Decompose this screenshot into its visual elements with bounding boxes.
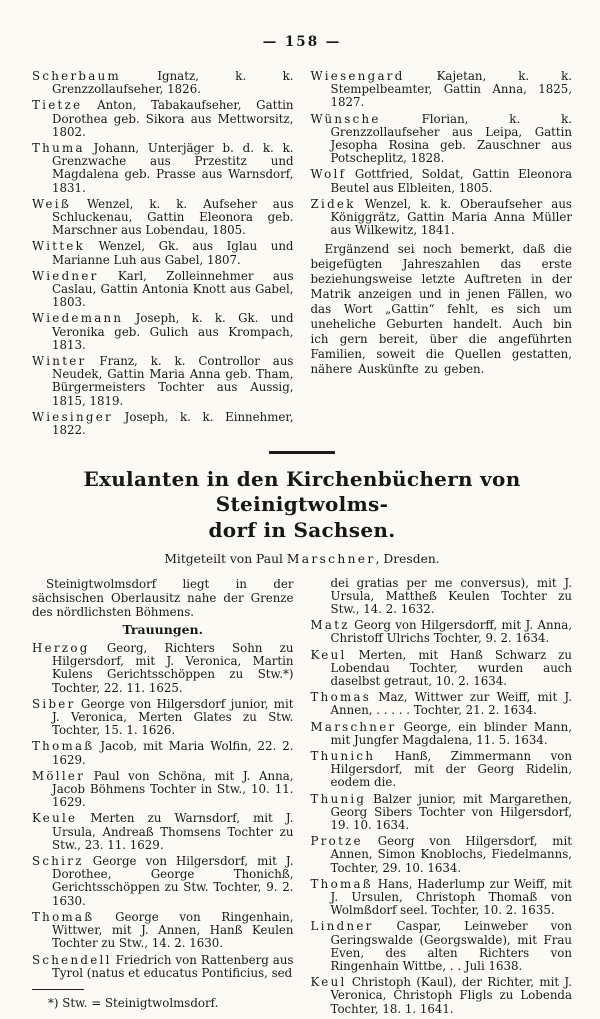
article-separator-rule	[269, 451, 335, 454]
marriage-entry	[311, 691, 573, 717]
spaced-surname: Wolf	[310, 167, 347, 182]
marriage-entry	[32, 642, 294, 695]
spaced-surname: Keul	[310, 975, 347, 990]
marriage-entry	[32, 698, 294, 738]
spaced-surname: Thunich	[310, 749, 376, 763]
spaced-surname: Thunig	[310, 791, 367, 806]
spaced-surname: Thomaß	[32, 909, 95, 924]
article-intro: Steinigtwolmsdorf liegt in der sächsischen Oberlausitz nahe der Grenze des nördlichsten Böhmens.	[32, 576, 294, 619]
marriage-entry	[32, 770, 294, 810]
marriage-entry	[311, 920, 573, 973]
entry-text: Wenzel, k. k. Aufseher aus Schluckenau, Gattin Eleonora geb. Marschner aus Lobendau, 1805.	[52, 196, 294, 238]
marriage-entry	[32, 911, 294, 951]
entry-text: Johann, Unterjäger b. d. k. k. Grenzwache aus Przestitz und Magdalena geb. Prasse aus Warnsdorf, 1831.	[52, 141, 294, 195]
marriage-entry	[311, 113, 573, 166]
entry-text: Merten zu Warnsdorf, mit J. Ursula, Andreaß Thomsens Tochter zu Stw., 23. 11. 1629.	[52, 811, 294, 852]
spaced-surname: Tietze	[32, 98, 83, 113]
spaced-surname: Wiesinger	[32, 409, 113, 424]
entry-text: George von Hilgersdorf, mit J. Dorothee, George Thonichß, Gerichtsschöppen zu Stw. Tochter, 9. 2. 1630.	[52, 854, 294, 908]
entry-text: Merten, mit Hanß Schwarz zu Lobendau Tochter, wurden auch daselbst getraut, 10. 2. 1634.	[330, 647, 572, 688]
marriage-entry	[311, 793, 573, 833]
spaced-surname: Thomaß	[310, 876, 373, 891]
spaced-surname: Thomas	[310, 690, 372, 705]
top-right-entries	[311, 70, 573, 237]
article-right-column	[311, 577, 573, 1019]
closing-paragraph: Ergänzend sei noch bemerkt, daß die beigefügten Jahreszahlen das erste beziehungsweise letzte Auftreten in der Matrik anzeigen und in jenen Fällen, wo das Wort „Gattin“ fehlt, es sich um uneheliche Geburten handelt. Auch bin ich gern bereit, über die angeführten Familien, soweit die Quellen gestatten, nähere Auskünfte zu geben.	[310, 242, 572, 377]
article-left-entries	[32, 642, 294, 980]
entry-text: Joseph, k. k. Einnehmer, 1822.	[52, 409, 294, 438]
entry-text: Gottfried, Soldat, Gattin Eleonora Beutel aus Elbleiten, 1805.	[330, 167, 572, 195]
spaced-surname: Zidek	[310, 196, 356, 211]
entry-text: Georg von Hilgersdorff, mit J. Anna, Christoff Ulrichs Tochter, 9. 2. 1634.	[330, 618, 572, 646]
marriage-entry	[311, 976, 573, 1016]
spaced-surname: Winter	[32, 354, 87, 369]
marriage-entry	[311, 721, 573, 747]
marriage-entry	[32, 812, 294, 852]
entry-text: Ignatz, k. k. Grenzzollaufseher, 1826.	[52, 69, 294, 97]
entry-text: dei gratias per me conversus), mit J. Ursula, Mattheß Keulen Tochter zu Stw., 14. 2. 1632.	[330, 575, 572, 616]
entry-text: Caspar, Leinweber von Geringswalde (Georgswalde), mit Frau Even, des alten Richters von Ringenhain Wittbe, . . Juli 1638.	[330, 919, 572, 974]
spaced-surname: Möller	[32, 768, 86, 783]
spaced-surname: Keul	[310, 647, 347, 662]
entry-text: Balzer junior, mit Margarethen, Georg Sibers Tochter von Hilgersdorf, 19. 10. 1634.	[330, 791, 572, 833]
spaced-surname: Marschner	[310, 719, 397, 734]
entry-text: Georg von Hilgersdorf, mit Annen, Simon Knoblochs, Fiedelmanns, Tochter, 29. 10. 1634.	[330, 834, 572, 875]
marriage-entry	[32, 312, 294, 352]
entry-text: Maz, Wittwer zur Weiff, mit J. Annen, . . . . . Tochter, 21. 2. 1634.	[330, 690, 572, 718]
marriage-entry	[311, 619, 573, 645]
entry-text: Friedrich von Rattenberg aus Tyrol (natus et educatus Pontificius, sed	[52, 952, 294, 980]
spaced-surname: Lindner	[310, 919, 374, 934]
entry-text: George, ein blinder Mann, mit Jungfer Magdalena, 11. 5. 1634.	[330, 719, 572, 747]
marriage-entry	[32, 355, 294, 408]
spaced-surname: Matz	[310, 618, 350, 633]
marriage-entry	[311, 835, 573, 875]
page-number: — 158 —	[262, 34, 342, 50]
marriage-entry	[311, 649, 573, 689]
entry-text: Kajetan, k. k. Stempelbeamter, Gattin Anna, 1825, 1827.	[330, 69, 572, 110]
marriage-entry	[32, 240, 294, 266]
entry-text: Karl, Zolleinnehmer aus Caslau, Gattin Antonia Knott aus Gabel, 1803.	[52, 268, 294, 310]
entry-text: Florian, k. k. Grenzzollaufseher aus Leipa, Gattin Jesopha Rosina geb. Zauschner aus Potscheplitz, 1828.	[330, 111, 572, 166]
spaced-surname: Wittek	[32, 239, 86, 254]
entry-text: George von Ringenhain, Wittwer, mit J. Annen, Hanß Keulen Tochter zu Stw., 14. 2. 1630.	[52, 909, 294, 951]
marriage-entry	[311, 198, 573, 238]
section-heading-trauungen: Trauungen.	[122, 622, 203, 638]
entry-text: Jacob, mit Maria Wolfin, 22. 2. 1629.	[52, 739, 294, 767]
spaced-surname: Protze	[310, 834, 363, 849]
marriage-entry	[32, 855, 294, 908]
marriage-entry	[32, 70, 294, 96]
spaced-surname: Weiß	[32, 196, 71, 211]
marriage-entry	[32, 740, 294, 766]
entry-text: Franz, k. k. Controllor aus Neudek, Gattin Maria Anna geb. Tham, Bürgermeisters Tochter aus Aussig, 1815, 1819.	[52, 354, 294, 408]
footnote-text: *) Stw. = Steinigtwolmsdorf.	[48, 996, 219, 1011]
article-title-line1: Exulanten in den Kirchenbüchern von Steinigtwolms-	[83, 466, 521, 517]
marriage-entry	[32, 99, 294, 139]
marriage-entry	[32, 198, 294, 238]
spaced-surname: Siber	[32, 696, 76, 711]
entry-text: Georg, Richters Sohn zu Hilgersdorf, mit J. Veronica, Martin Kulens Gerichtsschöppen zu Stw.*) Tochter, 22. 11. 1625.	[52, 641, 294, 695]
spaced-surname: Schirz	[32, 854, 84, 869]
entry-text: Hanß, Zimmermann von Hilgersdorf, mit der Georg Ridelin, eodem die.	[330, 749, 572, 790]
marriage-entry	[311, 168, 573, 194]
spaced-surname: Scherbaum	[32, 69, 121, 83]
spaced-surname: Schendell	[32, 952, 112, 967]
article-title-line2: dorf in Sachsen.	[208, 517, 396, 542]
article-columns	[32, 577, 572, 1019]
byline-author-name: Marschner	[286, 551, 376, 566]
spaced-surname: Wiedner	[32, 268, 99, 283]
footnote-rule	[32, 989, 84, 991]
article-byline	[32, 552, 572, 566]
marriage-entry	[32, 142, 294, 195]
article-left-column	[32, 577, 294, 1011]
marriage-entry	[311, 878, 573, 918]
marriage-entry	[32, 411, 294, 437]
entry-text: Anton, Tabakaufseher, Gattin Dorothea geb. Sikora aus Mettworsitz, 1802.	[52, 98, 294, 139]
top-article-columns	[32, 70, 572, 440]
byline-post: , Dresden.	[375, 551, 440, 566]
entry-text: Joseph, k. k. Gk. und Veronika geb. Gulich aus Krompach, 1813.	[52, 311, 294, 352]
entry-text: Wenzel, k. k. Oberaufseher aus Königgrätz, Gattin Maria Anna Müller aus Wilkewitz, 1841.	[330, 196, 572, 238]
entry-text: Paul von Schöna, mit J. Anna, Jacob Böhmens Tochter in Stw., 10. 11. 1629.	[52, 768, 294, 810]
byline-pre: Mitgeteilt von Paul	[164, 551, 287, 566]
spaced-surname: Keule	[32, 811, 78, 826]
spaced-surname: Thomaß	[32, 739, 95, 754]
top-left-column	[32, 70, 294, 440]
spaced-surname: Herzog	[32, 641, 90, 656]
spaced-surname: Wünsche	[310, 111, 381, 126]
marriage-entry	[311, 70, 573, 110]
marriage-entry	[311, 577, 573, 617]
spaced-surname: Thuma	[32, 141, 85, 156]
entry-text: George von Hilgersdorf junior, mit J. Veronica, Merten Glates zu Stw. Tochter, 15. 1. 1626.	[52, 696, 294, 738]
spaced-surname: Wiedemann	[32, 311, 124, 326]
marriage-entry	[32, 954, 294, 980]
entry-text: Christoph (Kaul), der Richter, mit J. Veronica, Christoph Fligls zu Lobenda Tochter, 18. 1. 1641.	[330, 975, 572, 1016]
marriage-entry	[32, 270, 294, 310]
top-right-column	[311, 70, 573, 377]
article-title	[32, 467, 572, 544]
spaced-surname: Wiesengard	[310, 69, 405, 83]
entry-text: Wenzel, Gk. aus Iglau und Marianne Luh aus Gabel, 1807.	[52, 239, 294, 267]
marriage-entry	[311, 750, 573, 790]
entry-text: Hans, Haderlump zur Weiff, mit J. Ursulen, Christoph Thomaß von Wolmßdorf seel. Tochter, 10. 2. 1635.	[330, 876, 572, 918]
